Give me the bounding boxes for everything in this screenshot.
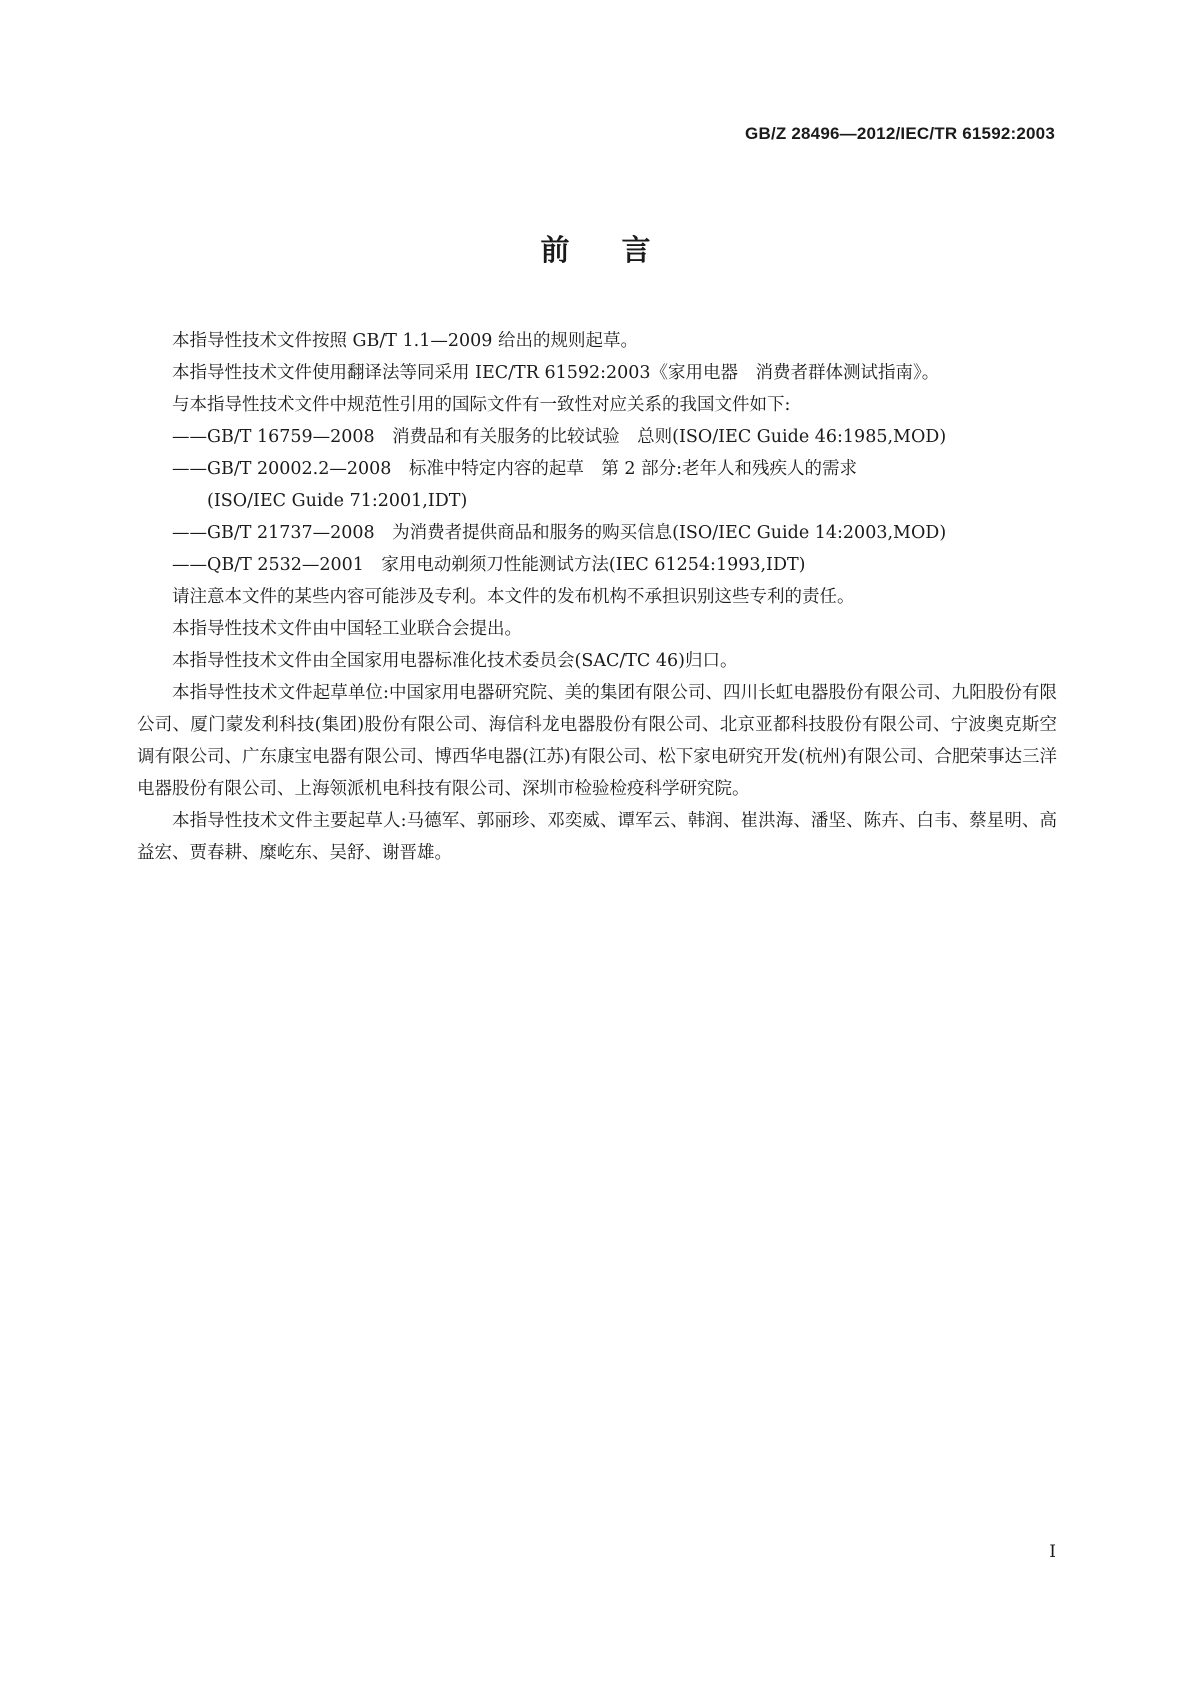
reference-item-continuation: (ISO/IEC Guide 71:2001,IDT)	[207, 491, 468, 511]
paragraph-drafting-rules: 本指导性技术文件按照 GB/T 1.1—2009 给出的规则起草。	[172, 331, 638, 351]
foreword-body	[137, 325, 1057, 869]
document-code-header: GB/Z 28496—2012/IEC/TR 61592:2003	[745, 124, 1055, 143]
reference-item	[137, 453, 1057, 517]
paragraph-proposer: 本指导性技术文件由中国轻工业联合会提出。	[172, 619, 522, 639]
reference-item: ——GB/T 21737—2008 为消费者提供商品和服务的购买信息(ISO/IEC Guide 14:2003,MOD)	[172, 523, 947, 543]
paragraph-adoption: 本指导性技术文件使用翻译法等同采用 IEC/TR 61592:2003《家用电器 消费者群体测试指南》。	[172, 363, 940, 383]
page-number: I	[1049, 1542, 1056, 1562]
paragraph-patent-notice: 请注意本文件的某些内容可能涉及专利。本文件的发布机构不承担识别这些专利的责任。	[172, 587, 855, 607]
paragraph-reference-intro: 与本指导性技术文件中规范性引用的国际文件有一致性对应关系的我国文件如下:	[172, 395, 791, 415]
reference-item: ——QB/T 2532—2001 家用电动剃须刀性能测试方法(IEC 61254:1993,IDT)	[172, 555, 806, 575]
paragraph-drafters: 本指导性技术文件主要起草人:马德军、郭丽珍、邓奕威、谭军云、韩润、崔洪海、潘坚、陈卉、白韦、蔡星明、高益宏、贾春耕、糜屹东、吴舒、谢晋雄。	[137, 811, 1057, 863]
page-title: 前言	[540, 233, 703, 267]
reference-item-line: ——GB/T 20002.2—2008 标准中特定内容的起草 第 2 部分:老年人和残疾人的需求	[172, 459, 858, 479]
paragraph-drafting-units: 本指导性技术文件起草单位:中国家用电器研究院、美的集团有限公司、四川长虹电器股份有限公司、九阳股份有限公司、厦门蒙发利科技(集团)股份有限公司、海信科龙电器股份有限公司、北京亚都科技股份有限公司、宁波奥克斯空调有限公司、广东康宝电器有限公司、博西华电器(江苏)有限公司、松下家电研究开发(杭州)有限公司、合肥荣事达三洋电器股份有限公司、上海领派机电科技有限公司、深圳市检验检疫科学研究院。	[137, 683, 1057, 799]
reference-item: ——GB/T 16759—2008 消费品和有关服务的比较试验 总则(ISO/IEC Guide 46:1985,MOD)	[172, 427, 947, 447]
paragraph-technical-committee: 本指导性技术文件由全国家用电器标准化技术委员会(SAC/TC 46)归口。	[172, 651, 738, 671]
